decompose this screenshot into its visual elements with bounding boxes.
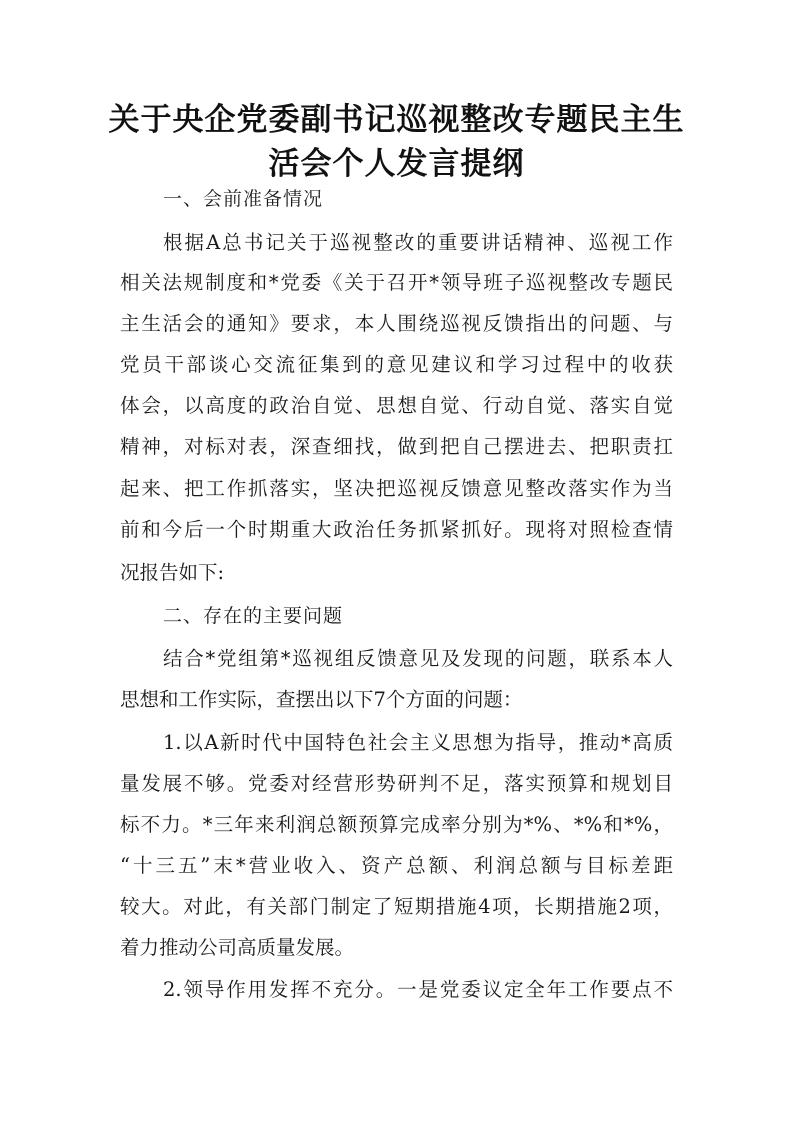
document-title-line-1: 关于央企党委副书记巡视整改专题民主生 <box>108 102 685 138</box>
paragraph-line: 况报告如下: <box>120 561 225 584</box>
paragraph-line: 精神，对标对表，深查细找，做到把自己摆进去、把职责扛 <box>120 435 673 458</box>
paragraph-line: 体会，以高度的政治自觉、思想自觉、行动自觉、落实自觉 <box>120 394 673 417</box>
list-item-1-line: “十三五”末*营业收入、资产总额、利润总额与目标差距 <box>120 854 673 877</box>
list-item-1-line: 着力推动公司高质量发展。 <box>120 936 355 959</box>
section-heading-problems: 二、存在的主要问题 <box>163 605 344 627</box>
list-item-2-line: 2.领导作用发挥不充分。一是党委议定全年工作要点不 <box>163 978 673 1001</box>
section-heading-preparation: 一、会前准备情况 <box>163 188 324 210</box>
list-item-1-line: 量发展不够。党委对经营形势研判不足，落实预算和规划目 <box>120 772 673 795</box>
paragraph-line: 结合*党组第*巡视组反馈意见及发现的问题，联系本人 <box>163 647 673 670</box>
paragraph-line: 相关法规制度和*党委《关于召开*领导班子巡视整改专题民 <box>120 271 673 294</box>
paragraph-line: 根据A总书记关于巡视整改的重要讲话精神、巡视工作 <box>163 231 673 254</box>
document-title-line-2: 活会个人发言提纲 <box>268 146 525 182</box>
paragraph-line: 党员干部谈心交流征集到的意见建议和学习过程中的收获 <box>120 353 673 376</box>
list-item-1-line: 1.以A新时代中国特色社会主义思想为指导，推动*高质 <box>163 731 673 754</box>
paragraph-line: 主生活会的通知》要求，本人围绕巡视反馈指出的问题、与 <box>120 312 673 335</box>
paragraph-line: 思想和工作实际，查摆出以下7个方面的问题： <box>120 688 523 711</box>
paragraph-line: 起来、把工作抓落实，坚决把巡视反馈意见整改落实作为当 <box>120 477 673 500</box>
list-item-1-line: 标不力。*三年来利润总额预算完成率分别为*%、*%和*%， <box>120 813 673 836</box>
paragraph-line: 前和今后一个时期重大政治任务抓紧抓好。现将对照检查情 <box>120 518 673 541</box>
list-item-1-line: 较大。对此，有关部门制定了短期措施4项，长期措施2项， <box>120 895 673 918</box>
